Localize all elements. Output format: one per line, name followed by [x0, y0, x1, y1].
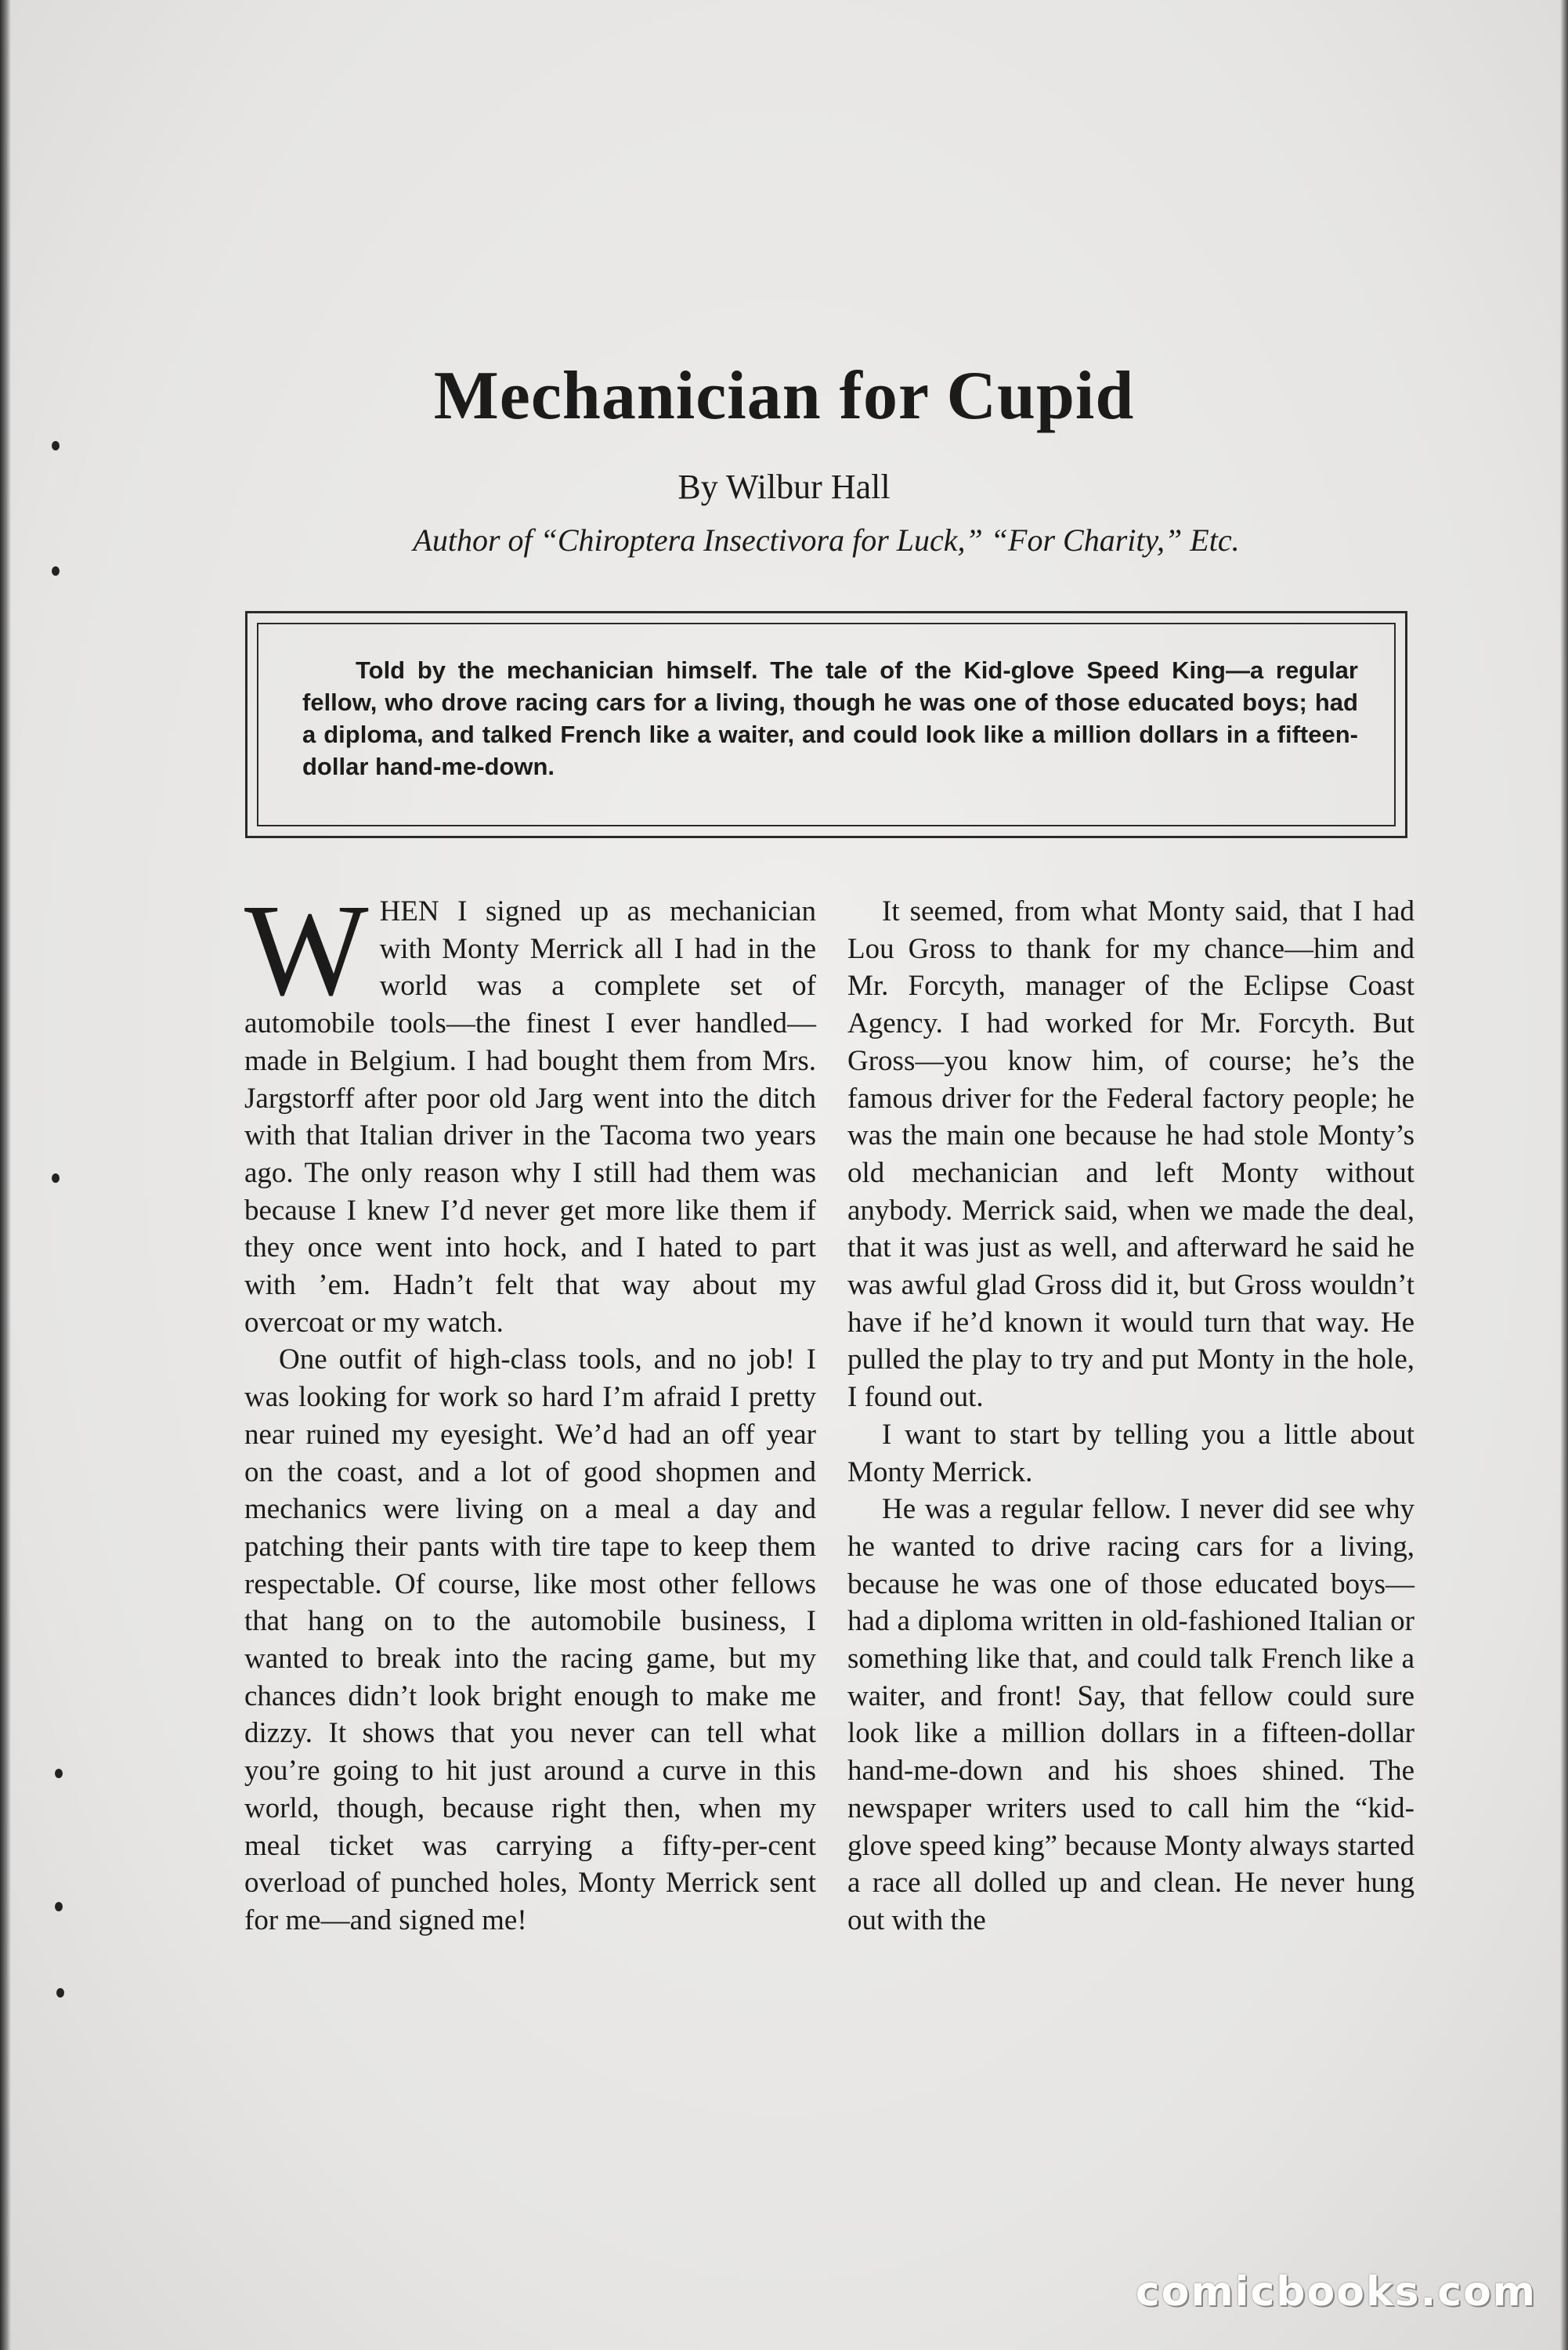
binding-hole-mark: [52, 1173, 60, 1183]
page-edge-shadow-left: [0, 0, 11, 2350]
page-edge-shadow-right: [1560, 0, 1568, 2350]
author-note: Author of “Chiroptera Insectivora for Luck,” “For Charity,” Etc.: [413, 522, 1240, 558]
binding-hole-mark: [56, 1988, 64, 1998]
binding-hole-mark: [55, 1902, 63, 1911]
text-column-left: [244, 877, 816, 1940]
story-byline: By Wilbur Hall: [677, 468, 891, 506]
synopsis-box: [245, 611, 1407, 838]
watermark-text: comicbooks.com: [1135, 2269, 1537, 2316]
binding-hole-mark: [55, 1769, 63, 1778]
body-paragraph: He was a regular fellow. I never did see why he wanted to drive racing cars for a living, because he was one of those educated boys—had a diploma written in old-fashioned Italian or something like that, and could talk French like a waiter, and front! Say, that fellow could sure look like a million dollars in a fifteen-dollar hand-me-down and his shoes shined. The newspaper writers used to call him the “kid-glove speed king” because Monty always started a race all dolled up and clean. He never hung out with the: [847, 1493, 1414, 1936]
drop-cap: W: [244, 877, 369, 1023]
story-title: Mechanician for Cupid: [433, 358, 1135, 434]
synopsis-text: Told by the mechanician himself. The tale of the Kid-glove Speed King—a regular fellow, who drove racing cars for a living, though he was one of those educated boys; had a diploma, and talked French like a waiter, and could look like a million dollars in a fifteen-dollar hand-me-down.: [302, 656, 1358, 780]
text-column-right: [847, 893, 1414, 1940]
body-paragraph: One outfit of high-class tools, and no job! I was looking for work so hard I’m afraid I pretty near ruined my eyesight. We’d had an off year on the coast, and a lot of good shopmen and mechanics were living on a meal a day and patching their pants with tire tape to keep them respectable. Of course, like most other fellows that hang on to the automobile business, I wanted to break into the racing game, but my chances didn’t look bright enough to make me dizzy. It shows that you never can tell what you’re going to hit just around a curve in this world, though, because right then, when my meal ticket was carrying a fifty-per-cent overload of punched holes, Monty Merrick sent for me—and signed me!: [244, 1343, 816, 1936]
paragraph-text: HEN I signed up as mechanician with Monty Merrick all I had in the world was a complete set of automobile tools—the finest I ever handled—made in Belgium. I had bought them from Mrs. Jargstorff after poor old Jarg went into the ditch with that Italian driver in the Tacoma two years ago. The only reason why I still had them was because I knew I’d never get more like them if they once went into hock, and I hated to part with ’em. Hadn’t felt that way about my overcoat or my watch.: [244, 895, 816, 1339]
binding-hole-mark: [52, 566, 60, 576]
body-paragraph: It seemed, from what Monty said, that I had Lou Gross to thank for my chance—him and Mr. Forcyth, manager of the Eclipse Coast Agency. I had worked for Mr. Forcyth. But Gross—you know him, of course; he’s the famous driver for the Federal factory people; he was the main one because he had stole Monty’s old mechanician and left Monty without anybody. Merrick said, when we made the deal, that it was just as well, and afterward he said he was awful glad Gross did it, but Gross wouldn’t have if he’d known it would turn that way. He pulled the play to try and put Monty in the hole, I found out.: [847, 895, 1414, 1414]
body-paragraph: [244, 877, 816, 1341]
binding-hole-mark: [52, 441, 60, 450]
body-paragraph: I want to start by telling you a little about Monty Merrick.: [847, 1418, 1414, 1488]
